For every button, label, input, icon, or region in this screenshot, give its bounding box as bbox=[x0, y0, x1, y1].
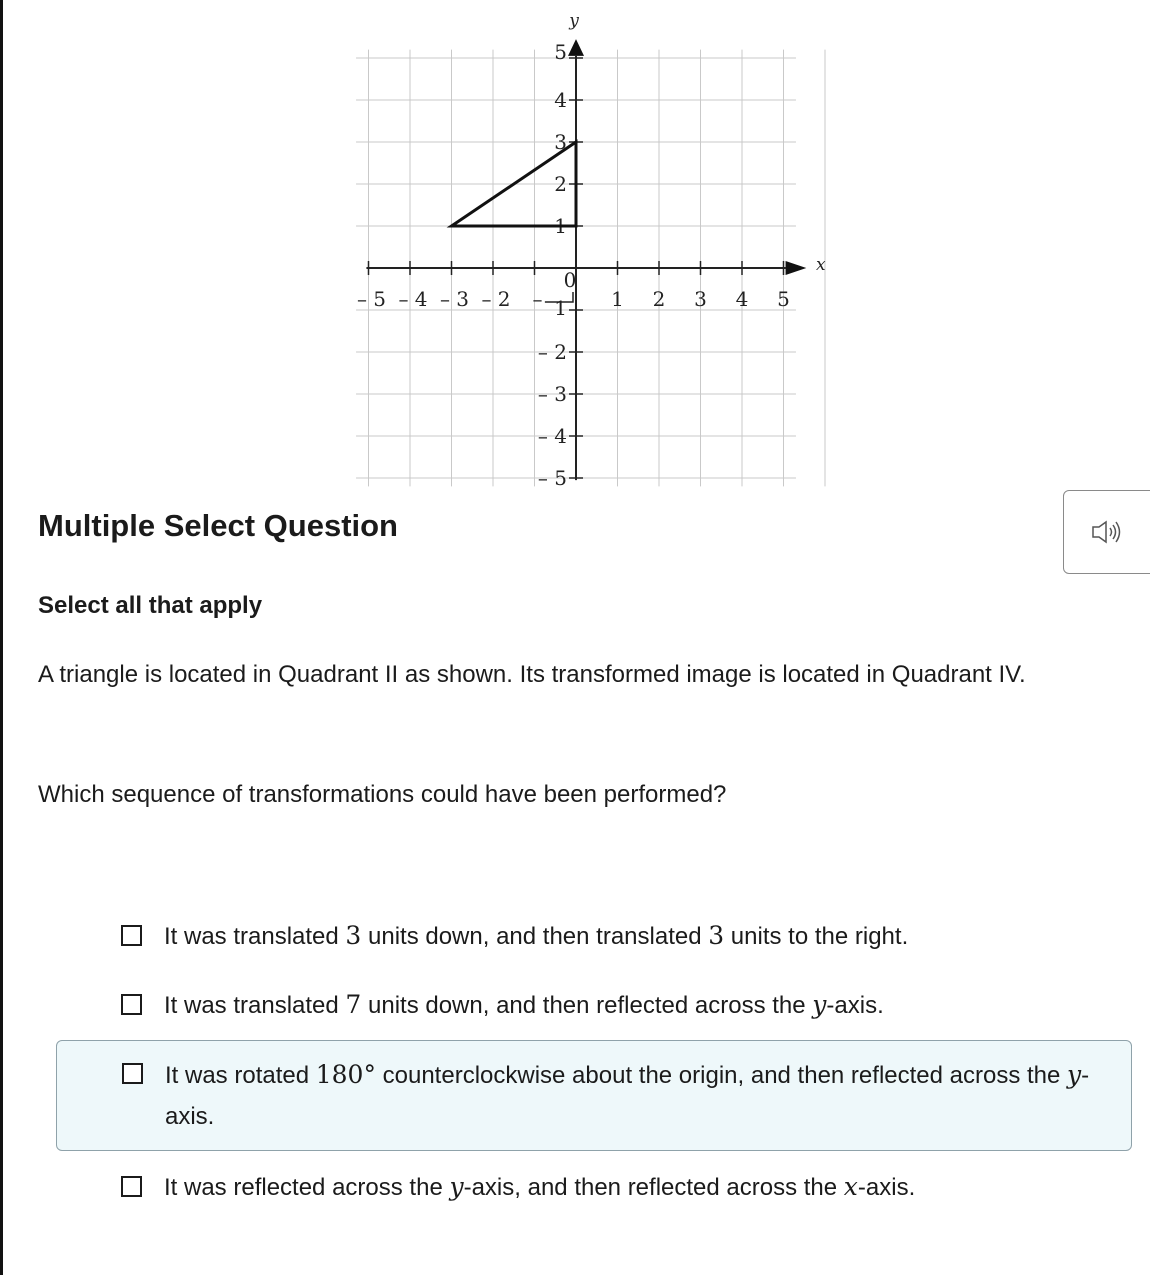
y-tick-label: 1 bbox=[554, 214, 567, 238]
y-tick-label: 5 bbox=[554, 40, 567, 64]
y-tick-label: 4 bbox=[554, 88, 567, 112]
x-tick-label: 1 bbox=[611, 287, 624, 311]
x-axis-arrow-icon bbox=[786, 261, 807, 275]
question-title: Multiple Select Question bbox=[38, 508, 398, 543]
y-tick-label: – 5 bbox=[537, 466, 567, 490]
answer-option-4[interactable] bbox=[56, 1166, 1132, 1208]
answer-option-3[interactable] bbox=[56, 1040, 1132, 1151]
y-tick-label: 2 bbox=[554, 172, 567, 196]
x-tick-label: 2 bbox=[652, 287, 666, 311]
option-checkbox[interactable] bbox=[121, 1176, 142, 1197]
y-tick-label: – 4 bbox=[537, 424, 567, 448]
x-axis-label: x bbox=[816, 255, 826, 275]
left-edge-rule bbox=[0, 0, 3, 1275]
option-label: It was translated 3 units down, and then translated 3 units to the right. bbox=[164, 921, 909, 950]
y-axis-arrow-icon bbox=[568, 39, 584, 56]
question-prompt: A triangle is located in Quadrant II as shown. Its transformed image is located in Quadrant IV. bbox=[38, 661, 1026, 688]
x-tick-label: – bbox=[532, 287, 543, 311]
x-tick-label: – 3 bbox=[439, 287, 470, 311]
answer-option-1[interactable] bbox=[56, 915, 1132, 957]
x-tick-label: 3 bbox=[694, 287, 707, 311]
y-tick-label: – 2 bbox=[537, 340, 567, 364]
option-checkbox[interactable] bbox=[122, 1063, 143, 1084]
x-tick-label: 5 bbox=[777, 287, 790, 311]
audio-button[interactable] bbox=[1063, 490, 1150, 574]
x-tick-label: – 5 bbox=[356, 287, 387, 311]
option-checkbox[interactable] bbox=[121, 994, 142, 1015]
y-axis-label: y bbox=[569, 11, 579, 31]
option-label: It was reflected across the y-axis, and then reflected across the x-axis. bbox=[164, 1172, 916, 1201]
x-tick-label: 4 bbox=[735, 287, 749, 311]
origin-label: 0 bbox=[563, 268, 577, 292]
option-label: It was rotated 180° counterclockwise about the origin, and then reflected across the y-axis. bbox=[165, 1060, 1090, 1130]
x-tick-label: – 2 bbox=[481, 287, 511, 311]
answer-option-2[interactable] bbox=[56, 984, 1132, 1026]
x-tick-label: – 4 bbox=[398, 287, 428, 311]
question-ask: Which sequence of transformations could have been performed? bbox=[38, 781, 727, 808]
option-label: It was translated 7 units down, and then reflected across the y-axis. bbox=[164, 990, 884, 1019]
y-tick-label: 1 bbox=[554, 296, 567, 320]
speaker-icon bbox=[1091, 519, 1125, 545]
instruction-text: Select all that apply bbox=[38, 592, 263, 619]
y-tick-label: 3 bbox=[554, 130, 567, 154]
option-checkbox[interactable] bbox=[121, 925, 142, 946]
coordinate-graph bbox=[330, 0, 850, 495]
y-tick-label: – 3 bbox=[537, 382, 567, 406]
